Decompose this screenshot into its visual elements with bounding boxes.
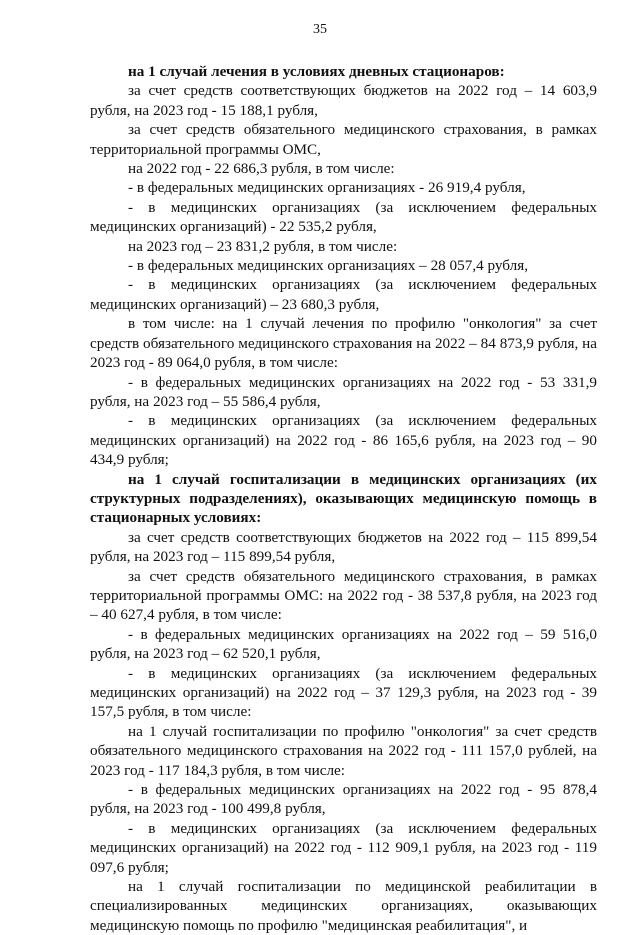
paragraph: - в медицинских организациях (за исключением федеральных медицинских организаций) – 23 680,3 рубля, [90, 276, 597, 313]
paragraph: - в федеральных медицинских организациях – 28 057,4 рубля, [128, 257, 529, 275]
paragraph: за счет средств обязательного медицинского страхования, в рамках территориальной программы ОМС: на 2022 год - 38 537,8 рубля, на 2023 год – 40 627,4 рубля, в том числе: [90, 567, 597, 624]
section-heading-day-hospital: на 1 случай лечения в условиях дневных стационаров: [128, 63, 505, 80]
paragraph: - в федеральных медицинских организациях на 2022 год – 59 516,0 рубля, на 2023 год – 62 520,1 рубля, [90, 625, 597, 663]
paragraph: - в медицинских организациях (за исключением федеральных медицинских организаций) на 2022 год - 112 909,1 рубля, на 2023 год - 119 097,6 рубля; [90, 819, 597, 876]
paragraph: за счет средств соответствующих бюджетов на 2022 год – 115 899,54 рубля, на 2023 год – 115 899,54 рубля, [90, 528, 597, 566]
paragraph: - в медицинских организациях (за исключением федеральных медицинских организаций) на 2022 год – 37 129,3 рубля, на 2023 год - 39 157,5 рубля, в том числе: [90, 664, 597, 721]
paragraph: на 2022 год - 22 686,3 рубля, в том числе: [128, 160, 395, 178]
section-heading-hospitalization: на 1 случай госпитализации в медицинских организациях (их структурных подразделениях), оказывающих медицинскую помощь в стационарных условиях: [90, 470, 597, 527]
paragraph: на 2023 год – 23 831,2 рубля, в том числе: [128, 237, 398, 255]
paragraph: - в федеральных медицинских организациях на 2022 год - 53 331,9 рубля, на 2023 год – 55 586,4 рубля, [90, 373, 597, 410]
document-body [90, 62, 597, 935]
paragraph: за счет средств соответствующих бюджетов на 2022 год – 14 603,9 рубля, на 2023 год - 15 188,1 рубля, [90, 82, 597, 119]
page-number: 35 [313, 22, 327, 37]
paragraph: - в медицинских организациях (за исключением федеральных медицинских организаций) на 2022 год - 86 165,6 рубля, на 2023 год – 90 434,9 рубля; [90, 412, 597, 469]
paragraph: за счет средств обязательного медицинского страхования, в рамках территориальной программы ОМС, [90, 121, 597, 158]
paragraph: в том числе: на 1 случай лечения по профилю "онкология" за счет средств обязательного медицинского страхования на 2022 – 84 873,9 рубля, на 2023 год - 89 064,0 рубля, в том числе: [90, 315, 597, 372]
paragraph: - в федеральных медицинских организациях - 26 919,4 рубля, [128, 179, 526, 197]
paragraph: - в федеральных медицинских организациях на 2022 год - 95 878,4 рубля, на 2023 год - 100 499,8 рубля, [90, 781, 597, 818]
paragraph: на 1 случай госпитализации по медицинской реабилитации в специализированных медицинских организациях, оказывающих медицинскую помощь по профилю "медицинская реабилитация", и [90, 878, 597, 934]
paragraph: - в медицинских организациях (за исключением федеральных медицинских организаций) - 22 535,2 рубля, [90, 198, 597, 236]
paragraph: на 1 случай госпитализации по профилю "онкология" за счет средств обязательного медицинского страхования на 2022 год - 111 157,0 рублей, на 2023 год - 117 184,3 рубля, в том числе: [90, 722, 597, 779]
